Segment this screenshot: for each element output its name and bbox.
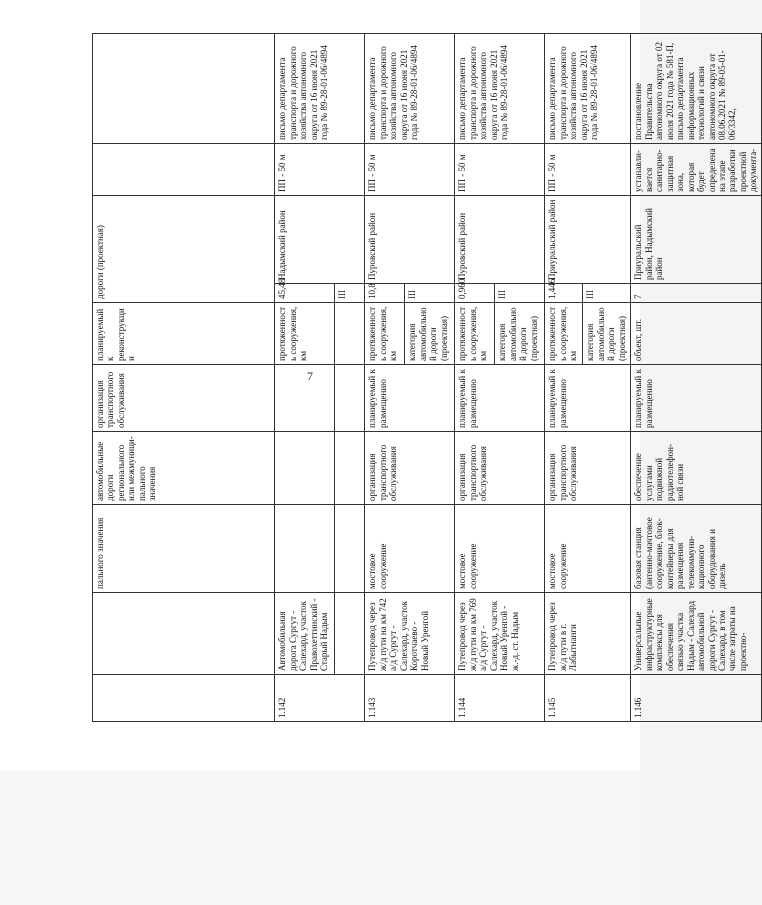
- rotated-table-container: [92, 34, 759, 722]
- param-value-cell: 7: [631, 284, 761, 303]
- object-status-cell: планируемый к размещению: [631, 365, 761, 432]
- basis-cell: письмо департамента транспорта и дорожного хозяйства автономного округа от 16 июня 2021 года № 89-28-01-06/4894: [455, 33, 545, 143]
- param-value-cell: 0,960: [455, 284, 495, 303]
- continuation-blank-cell: [93, 675, 275, 722]
- row-number-cell: 1.144: [455, 675, 545, 722]
- param-label-cell: категория автомобильной дороги (проектная): [405, 303, 455, 365]
- basis-cell: письмо департамента транспорта и дорожного хозяйства автономного округа от 16 июня 2021 года № 89-28-01-06/4894: [365, 33, 455, 143]
- continuation-type-cell: пального значения: [93, 505, 275, 593]
- object-name-cell: [335, 593, 365, 675]
- object-name-cell: Автомобильная дорога Сургут - Салехард, участок Правохеттинский - Старый Надым: [275, 593, 335, 675]
- object-name-cell: Путепровод через ж/д пути в г. Лабытнанги: [545, 593, 631, 675]
- row-number-cell: 1.142: [275, 675, 365, 722]
- row-number-cell: 1.145: [545, 675, 631, 722]
- object-purpose-cell: обеспечение услугами подвижной радиотелефон-ной связи: [631, 432, 761, 505]
- continuation-blank-cell: [93, 143, 275, 195]
- param-label-cell: категория автомобильной дороги (проектная): [495, 303, 545, 365]
- object-name-cell: Путепровод через ж/д пути на км 742 а/д Сургут - Салехард, участок Коротчаево - Новый Уренгой: [365, 593, 455, 675]
- param-value-cell: III: [495, 284, 545, 303]
- param-label-cell: протяженность сооружения, км: [545, 303, 583, 365]
- object-purpose-cell: [335, 432, 365, 505]
- row-number-cell: 1.146: [631, 675, 761, 722]
- object-purpose-cell: [275, 432, 335, 505]
- continuation-blank-cell: [93, 33, 275, 143]
- continuation-purpose-cell: автомобильные дороги регионального или межмуници-пального значения: [93, 432, 275, 505]
- param-value-cell: 10,8: [365, 284, 405, 303]
- object-status-cell: планируемый к размещению: [455, 365, 545, 432]
- planned-objects-table: [92, 33, 762, 722]
- continuation-reconstruction-cell: планируемый к реконструкции: [93, 303, 275, 365]
- object-purpose-cell: организация транспортного обслуживания: [365, 432, 455, 505]
- location-cell: Надымский район: [275, 195, 365, 283]
- object-purpose-cell: организация транспортного обслуживания: [545, 432, 631, 505]
- page-number: 7: [307, 369, 313, 383]
- table-row: [455, 33, 495, 721]
- table-row: [545, 33, 583, 721]
- table-row: [631, 33, 761, 721]
- param-label-cell: объект, шт.: [631, 303, 761, 365]
- table-row: [365, 33, 405, 721]
- zone-cell: ПП - 50 м: [275, 143, 365, 195]
- continuation-status-cell: организация транспортного обслуживания: [93, 365, 275, 432]
- param-label-cell: протяженность сооружения, км: [365, 303, 405, 365]
- object-type-cell: базовая станция (антенно-мачтовое сооружение, блок-контейнеры для размещения телекоммуни-кационного оборудования и дизель: [631, 505, 761, 593]
- zone-cell: ПП - 50 м: [455, 143, 545, 195]
- object-type-cell: мостовое сооружение: [365, 505, 455, 593]
- param-label-cell: протяженность сооружения, км: [455, 303, 495, 365]
- object-type-cell: [335, 505, 365, 593]
- object-type-cell: мостовое сооружение: [455, 505, 545, 593]
- location-cell: Пуровский район: [365, 195, 455, 283]
- param-value-cell: III: [583, 284, 631, 303]
- object-name-cell: Универсальные инфраструктурные комплексы для обеспечения связью участка Надым - Салехард автомобильной дороги Сургут - Салехард, в том числе затраты на проектно-: [631, 593, 761, 675]
- row-number-cell: 1.143: [365, 675, 455, 722]
- param-value-cell: 45,48: [275, 284, 335, 303]
- object-purpose-cell: организация транспортного обслуживания: [455, 432, 545, 505]
- zone-cell: устанавли-вается санитарно-защитная зона, которая будет определена на этапе разработки проектной документа-: [631, 143, 761, 195]
- param-value-cell: III: [405, 284, 455, 303]
- scan-margin: [0, 770, 640, 905]
- param-value-cell: III: [335, 284, 365, 303]
- zone-cell: ПП - 50 м: [365, 143, 455, 195]
- object-type-cell: [275, 505, 335, 593]
- object-status-cell: планируемый к размещению: [365, 365, 455, 432]
- param-label-cell: [335, 303, 365, 365]
- object-status-cell: [335, 365, 365, 432]
- object-type-cell: мостовое сооружение: [545, 505, 631, 593]
- object-status-cell: планируемый к размещению: [545, 365, 631, 432]
- basis-cell: письмо департамента транспорта и дорожного хозяйства автономного округа от 16 июня 2021 года № 89-28-01-06/4894: [545, 33, 631, 143]
- object-status-cell: [275, 365, 335, 432]
- table-row-continuation: [93, 33, 275, 721]
- param-value-cell: 1,446: [545, 284, 583, 303]
- location-cell: Пуровский район: [455, 195, 545, 283]
- basis-cell: письмо департамента транспорта и дорожного хозяйства автономного округа от 16 июня 2021 года № 89-28-01-06/4894: [275, 33, 365, 143]
- param-label-cell: категория автомобильной дороги (проектная): [583, 303, 631, 365]
- continuation-param-cell: дороги (проектная): [93, 195, 275, 302]
- param-label-cell: протяженность сооружения, км: [275, 303, 335, 365]
- table-row: [275, 33, 335, 721]
- object-name-cell: Путепровод через ж/д пути на км 769 а/д Сургут - Салехард, участок Новый Уренгой - ж.-д. ст. Надым: [455, 593, 545, 675]
- zone-cell: ПП - 50 м: [545, 143, 631, 195]
- basis-cell: постановление Правительства автономного округа от 02 июля 2021 года № 581-П, письмо департамента информационных технологий и связи автономного округа от 08.06.2021 № 89-05-01-06/3342,: [631, 33, 761, 143]
- location-cell: Приуральский район: [545, 195, 631, 283]
- location-cell: Приуральский район, Надымский район: [631, 195, 761, 283]
- continuation-blank-cell: [93, 593, 275, 675]
